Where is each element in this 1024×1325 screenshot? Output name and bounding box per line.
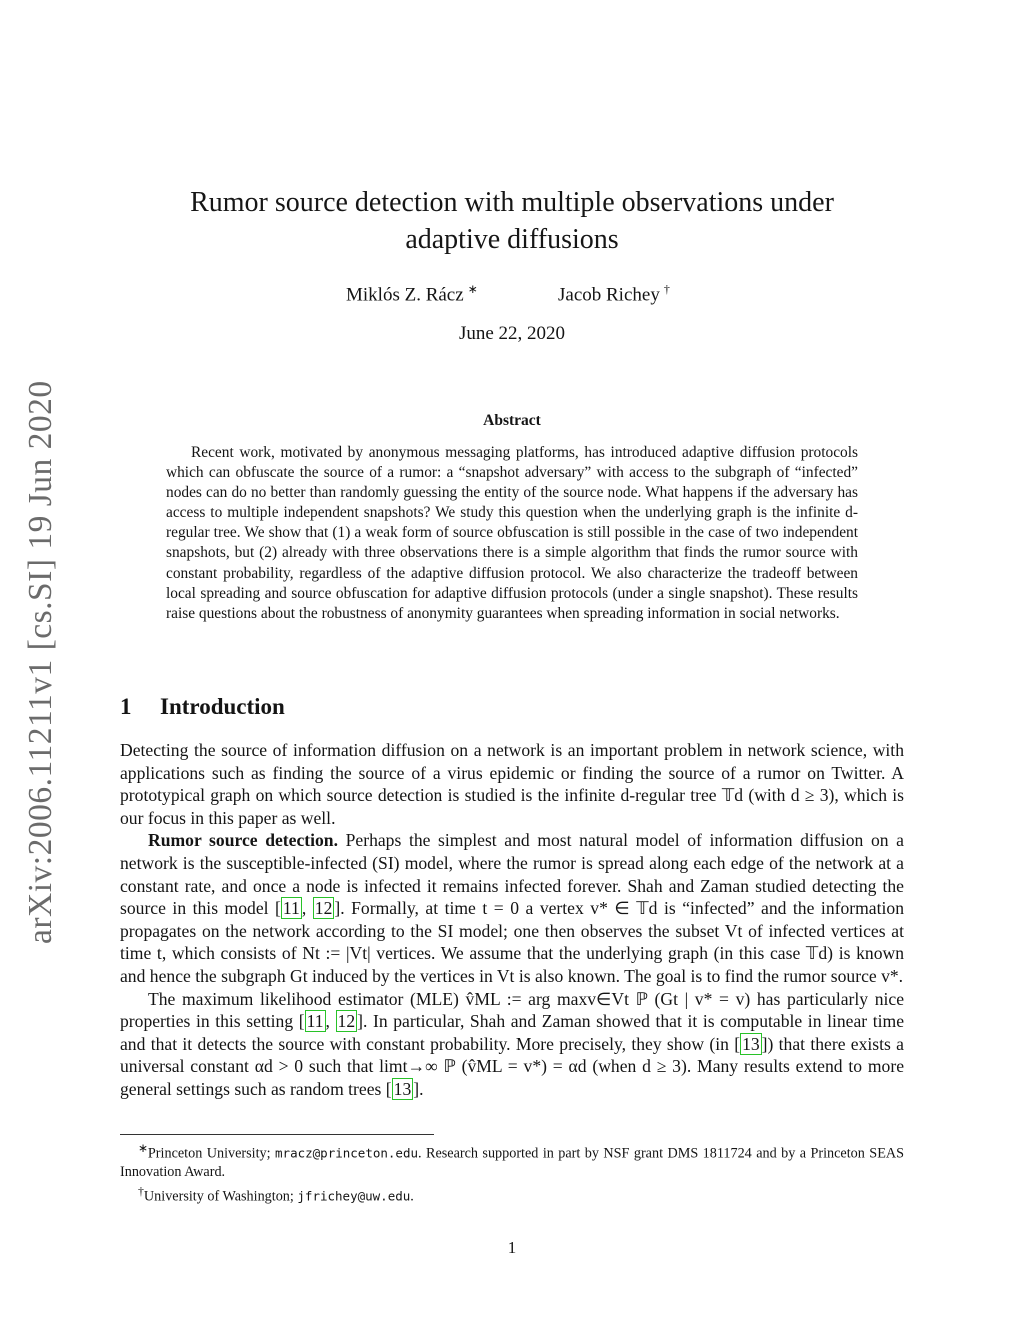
citation-link[interactable]: 13 [393, 1078, 412, 1099]
paragraph-text: Perhaps the simplest and most natural model of information diffusion on a network is the susceptible-infected (SI) model, where the rumor is spread along each edge of the network at a constant rate, and once a node is infected it remains infected forever. Shah and Zaman studied detecting the source in this model [120, 830, 904, 919]
paper-title: Rumor source detection with multiple observations under adaptive diffusions [190, 187, 834, 255]
author-footnote-mark: ∗ [467, 282, 478, 296]
author-2 [558, 282, 670, 306]
author-name: Miklós Z. Rácz [346, 284, 464, 306]
arxiv-identifier: arXiv:2006.11211v1 [cs.SI] 19 Jun 2020 [22, 380, 59, 944]
footnote-mark: † [138, 1183, 144, 1198]
footnote-1: ∗Princeton University; mracz@princeton.edu. Research supported in part by NSF grant DMS 1811724 and by a Princeton SEAS Innovation Award. [120, 1141, 904, 1181]
paragraph: The maximum likelihood estimator (MLE) v̂ML := arg maxv∈Vt ℙ (Gt | v* = v) has particularly nice properties in this setting [ 11 , 12 ]. In particular, Shah and Zaman showed that it is computable in linear time and that it detects the source with constant probability. More precisely, they show (in [ 13 ]) that there exists a universal constant αd > 0 such that limt→∞ ℙ (v̂ML = v*) = αd (when d ≥ 3). Many results extend to more general settings such as random trees [ 13 ]. [120, 988, 904, 1099]
author-footnote-mark: † [663, 282, 670, 296]
citation-link[interactable]: 12 [337, 1011, 356, 1032]
page-number: 1 [507, 1238, 517, 1257]
footnote-rule [120, 1134, 434, 1135]
paragraph-text: The maximum likelihood estimator (MLE) v̂ML := arg maxv∈Vt ℙ (Gt | v* = v) has particularly nice properties in this setting [120, 988, 904, 1032]
paragraph: Rumor source detection. Perhaps the simplest and most natural model of information diffusion on a network is the susceptible-infected (SI) model, where the rumor is spread along each edge of the network at a constant rate, and once a node is infected it remains infected forever. Shah and Zaman studied detecting the source in this model [ 11 , 12 ]. Formally, at time t = 0 a vertex v* ∈ 𝕋d is “infected” and the information propagates on the network according to the SI model; one then observes the subset Vt of infected vertices at time t, which consists of Nt := |Vt| vertices. We assume that the underlying graph (in this case 𝕋d) is known and hence the subgraph Gt induced by the vertices in Vt is also known. The goal is to find the rumor source v*. [120, 830, 904, 986]
citation-link[interactable]: 11 [306, 1011, 324, 1032]
paragraph: Detecting the source of information diffusion on a network is an important problem in network science, with applications such as finding the source of a virus epidemic or finding the source of a rumor on Twitter. A prototypical graph on which source detection is studied is the infinite d-regular tree 𝕋d (with d ≥ 3), which is our focus in this paper as well. [120, 740, 904, 828]
paragraph-text: ) that there exists a universal constant αd > 0 such that limt→∞ ℙ (v̂ML = v*) = αd (when d ≥ 3). Many results extend to more general settings such as random trees [120, 1033, 904, 1099]
abstract-text: Recent work, motivated by anonymous messaging platforms, has introduced adaptive diffusion protocols which can obfuscate the source of a rumor: a “snapshot adversary” with access to the subgraph of “infected” nodes can do no better than randomly guessing the entity of the source node. What happens if the adversary has access to multiple independent snapshots? We study this question when the underlying graph is the infinite d-regular tree. We show that (1) a weak form of source obfuscation is still possible in the case of two independent snapshots, but (2) already with three observations there is a simple algorithm that finds the rumor source with constant probability, regardless of the adaptive diffusion protocol. We also characterize the tradeoff between local spreading and source obfuscation for adaptive diffusion protocols (under a single snapshot). These results raise questions about the robustness of anonymity guarantees when spreading information in social networks. [166, 444, 858, 622]
footnote-2: †University of Washington; jfrichey@uw.edu. [138, 1183, 414, 1205]
citation-link[interactable]: 11 [282, 898, 300, 919]
author-1 [346, 282, 478, 306]
citation-link[interactable]: 12 [314, 898, 333, 919]
author-name: Jacob Richey [558, 284, 660, 306]
body-text [120, 739, 904, 1101]
section-heading [120, 694, 520, 720]
abstract-heading: Abstract [483, 412, 541, 429]
section-number: 1 [120, 694, 132, 719]
email-link[interactable]: mracz@princeton.edu [275, 1145, 419, 1161]
citation-link[interactable]: 13 [742, 1033, 760, 1054]
email-link[interactable]: jfrichey@uw.edu [297, 1188, 411, 1204]
footnote-mark: ∗ [138, 1141, 148, 1155]
section-title: Introduction [160, 694, 285, 719]
footnotes [120, 1139, 904, 1206]
paragraph-text: In particular, Shah and Zaman showed that it is computable in linear time and that it detects the source with constant probability. More precisely, they show (in [120, 1011, 904, 1054]
run-in-heading: Rumor source detection. [148, 830, 338, 851]
publication-date: June 22, 2020 [458, 323, 566, 344]
paragraph-text: Formally, at time t = 0 a vertex v* ∈ 𝕋d is “infected” and the information propagates on the network according to the SI model; one then observes the subset Vt of infected vertices at time t, which consists of Nt := |Vt| vertices. We assume that the underlying graph (in this case 𝕋d) is known and hence the subgraph Gt induced by the vertices in Vt is also known. The goal is to find the rumor source v*. [120, 898, 904, 986]
